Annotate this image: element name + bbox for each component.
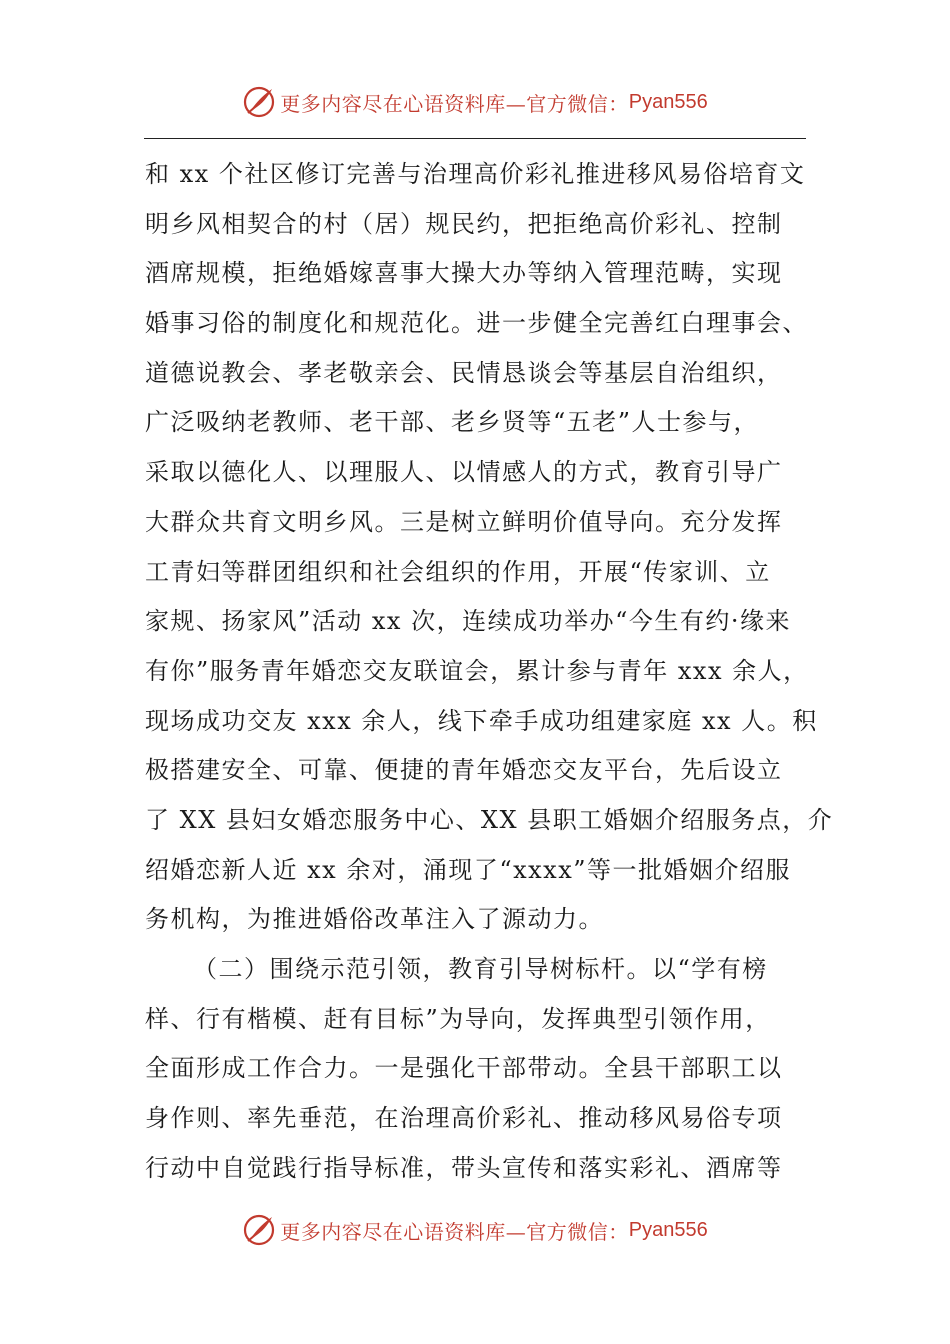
text-line: 家规、扬家风”活动 xx 次，连续成功举办“今生有约·缘来 [145, 607, 791, 636]
quill-pen-icon [242, 1213, 276, 1247]
text-line: 极搭建安全、可靠、便捷的青年婚恋交友平台，先后设立 [145, 756, 783, 785]
header-wechat-id: Pyan556 [628, 90, 708, 113]
text-line: 样、行有楷模、赶有目标”为导向，发挥典型引领作用， [145, 1004, 771, 1033]
text-line: 工青妇等群团组织和社会组织的作用，开展“传家训、立 [145, 557, 771, 586]
header-banner-text: 更多内容尽在心语资料库—官方微信： [280, 91, 629, 116]
quill-pen-icon [242, 85, 276, 119]
text-line: 婚事习俗的制度化和规范化。进一步健全完善红白理事会、 [145, 309, 808, 338]
text-line: 采取以德化人、以理服人、以情感人的方式，教育引导广 [145, 458, 783, 487]
text-line: 大群众共育文明乡风。三是树立鲜明价值导向。充分发挥 [145, 507, 783, 536]
text-line: 行动中自觉践行指导标准，带头宣传和落实彩礼、酒席等 [145, 1153, 783, 1182]
footer-banner-text: 更多内容尽在心语资料库—官方微信： [280, 1219, 629, 1244]
text-line: 有你”服务青年婚恋交友联谊会，累计参与青年 xxx 余人， [145, 656, 809, 685]
text-line: 道德说教会、孝老敬亲会、民情恳谈会等基层自治组织， [145, 358, 783, 387]
footer-banner [0, 1210, 950, 1250]
text-line: 身作则、率先垂范，在治理高价彩礼、推动移风易俗专项 [145, 1104, 783, 1133]
document-body [145, 150, 834, 1193]
text-line: 现场成功交友 xxx 余人，线下牵手成功组建家庭 xx 人。积 [145, 706, 818, 735]
text-line: 务机构，为推进婚俗改革注入了源动力。 [145, 905, 604, 934]
text-line: 了 XX 县妇女婚恋服务中心、XX 县职工婚姻介绍服务点，介 [145, 805, 834, 834]
section-heading-line: （二）围绕示范引领，教育引导树标杆。以“学有榜 [193, 955, 768, 983]
text-line: 绍婚恋新人近 xx 余对，涌现了“xxxx”等一批婚姻介绍服 [145, 855, 792, 884]
text-line: 广泛吸纳老教师、老干部、老乡贤等“五老”人士参与， [145, 408, 760, 437]
header-banner [0, 82, 950, 122]
header-divider [144, 138, 806, 139]
text-line: 全面形成工作合力。一是强化干部带动。全县干部职工以 [145, 1054, 783, 1083]
text-line: 酒席规模，拒绝婚嫁喜事大操大办等纳入管理范畴，实现 [145, 259, 783, 288]
text-line: 和 xx 个社区修订完善与治理高价彩礼推进移风易俗培育文 [145, 160, 806, 188]
footer-wechat-id: Pyan556 [628, 1218, 708, 1241]
text-line: 明乡风相契合的村（居）规民约，把拒绝高价彩礼、控制 [145, 209, 783, 238]
